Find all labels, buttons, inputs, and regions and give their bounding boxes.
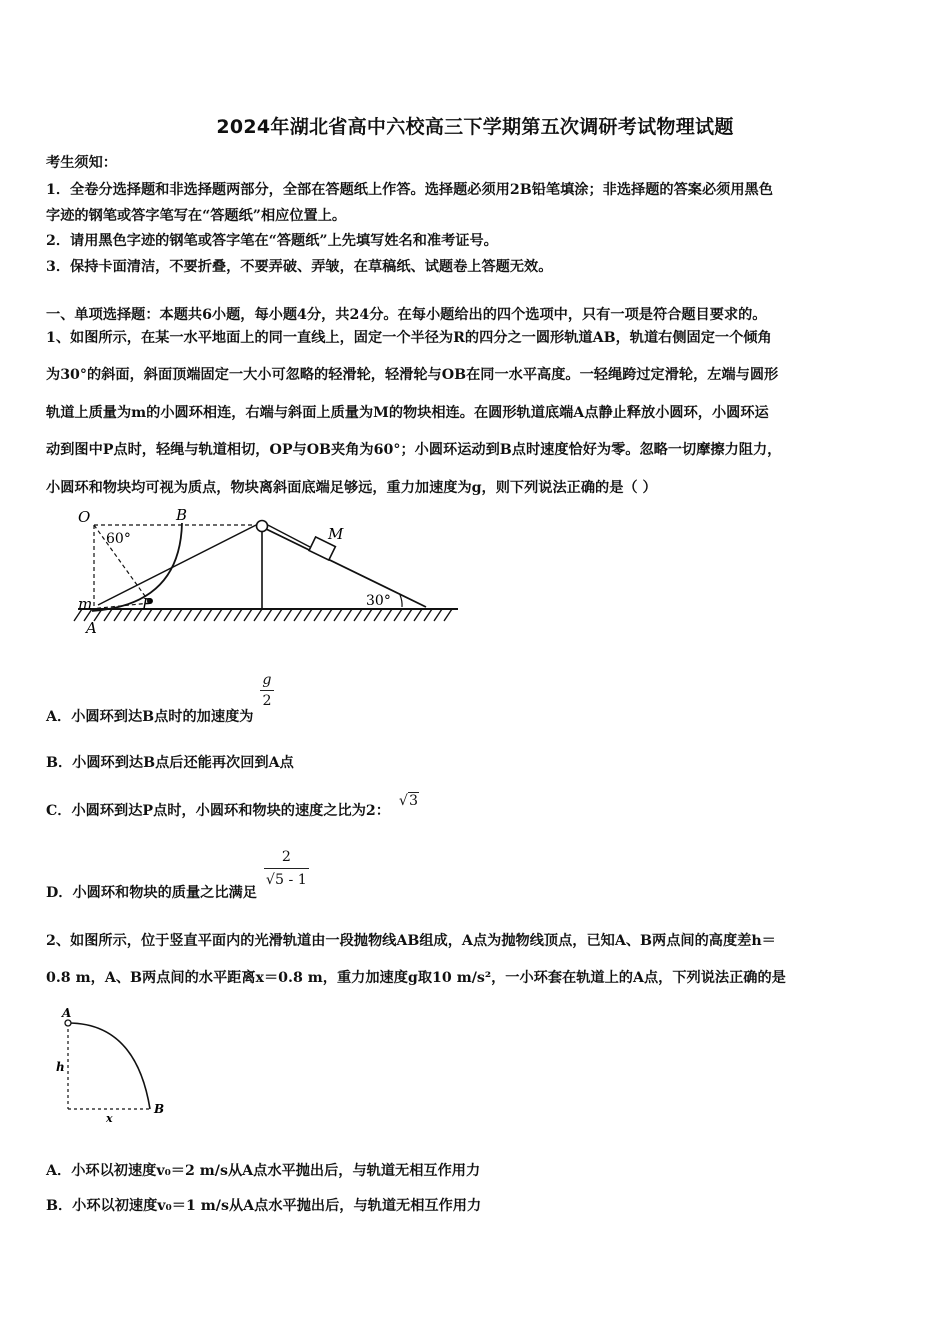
q1-option-d [46, 846, 309, 901]
q2-line-2: 0.8 m，A、B两点间的水平距离x＝0.8 m，重力加速度g取10 m/s²，一小环套在轨道上的A点，下列说法正确的是 [46, 970, 786, 986]
notice-heading: 考生须知： [46, 155, 117, 171]
q1-option-c-text: C．小圆环到达P点时，小圆环和物块的速度之比为2： [46, 803, 390, 819]
q1-option-a-num: g [262, 672, 272, 688]
fig1-label-B: B [176, 506, 188, 524]
q1-option-a-fraction [260, 670, 273, 711]
notice-item-1: 1．全卷分选择题和非选择题两部分，全部在答题纸上作答。选择题必须用2B铅笔填涂；非选择题的答案必须用黑色 [46, 182, 773, 198]
fig1-label-O: O [78, 508, 91, 526]
q1-line-3: 轨道上质量为m的小圆环相连，右端与斜面上质量为M的物块相连。在圆形轨道底端A点静止释放小圆环，小圆环运 [46, 405, 769, 421]
fig1-label-P: P [142, 595, 153, 613]
q2-line-1: 2、如图所示，位于竖直平面内的光滑轨道由一段抛物线AB组成，A点为抛物线顶点，已知A、B两点间的高度差h＝ [46, 933, 776, 949]
notice-item-3: 3．保持卡面清洁，不要折叠，不要弄破、弄皱，在草稿纸、试题卷上答题无效。 [46, 259, 553, 275]
q1-line-4: 动到图中P点时，轻绳与轨道相切，OP与OB夹角为60°；小圆环运动到B点时速度恰好为零。忽略一切摩擦力阻力， [46, 442, 782, 458]
page-title: 2024年湖北省高中六校高三下学期第五次调研考试物理试题 [216, 116, 734, 138]
q1-option-d-fraction [264, 846, 309, 891]
fig1-label-M: M [328, 525, 344, 543]
q1-option-a-text: A．小圆环到达B点时的加速度为 [46, 708, 254, 725]
q1-option-d-text: D．小圆环和物块的质量之比满足 [46, 884, 257, 901]
fig2-label-h: h [56, 1060, 65, 1074]
fig2-label-x: x [106, 1112, 113, 1125]
fig1-label-m: m [78, 595, 93, 613]
q1-option-d-num: 2 [281, 849, 291, 865]
fig1-label-30: 30° [366, 593, 391, 609]
q1-option-d-den-rest: - 1 [283, 872, 307, 888]
q1-figure [70, 505, 470, 640]
q1-option-c-sqrt: √3 [398, 793, 418, 809]
q1-option-c-radicand: 3 [408, 793, 418, 809]
q2-figure [50, 1005, 180, 1130]
q1-line-1: 1、如图所示，在某一水平地面上的同一直线上，固定一个半径为R的四分之一圆形轨道AB，轨道右侧固定一个倾角 [46, 330, 772, 346]
fig2-label-A: A [62, 1006, 72, 1020]
q2-option-b: B．小环以初速度v₀＝1 m/s从A点水平抛出后，与轨道无相互作用力 [46, 1198, 482, 1214]
q1-line-5: 小圆环和物块均可视为质点，物块离斜面底端足够远，重力加速度为g，则下列说法正确的是（ ） [46, 480, 657, 496]
fig2-label-B: B [154, 1102, 165, 1116]
section-heading: 一、单项选择题：本题共6小题，每小题4分，共24分。在每小题给出的四个选项中，只有一项是符合题目要求的。 [46, 307, 767, 323]
q1-option-b: B．小圆环到达B点后还能再次回到A点 [46, 755, 294, 771]
q1-option-c [46, 793, 419, 820]
q1-option-d-den: √5 - 1 [264, 868, 309, 891]
fig1-label-60: 60° [106, 531, 131, 547]
notice-item-1-cont: 字迹的钢笔或答字笔写在“答题纸”相应位置上。 [46, 208, 347, 224]
q1-option-d-radicand: 5 [274, 872, 284, 888]
notice-item-2: 2．请用黑色字迹的钢笔或答字笔在“答题纸”上先填写姓名和准考证号。 [46, 233, 498, 249]
q1-option-a-den: 2 [260, 690, 273, 711]
q2-option-a: A．小环以初速度v₀＝2 m/s从A点水平抛出后，与轨道无相互作用力 [46, 1163, 481, 1179]
q1-line-2: 为30°的斜面，斜面顶端固定一大小可忽略的轻滑轮，轻滑轮与OB在同一水平高度。一轻绳跨过定滑轮，左端与圆形 [46, 367, 779, 383]
fig1-label-A: A [86, 619, 97, 637]
q1-option-a [46, 670, 274, 725]
